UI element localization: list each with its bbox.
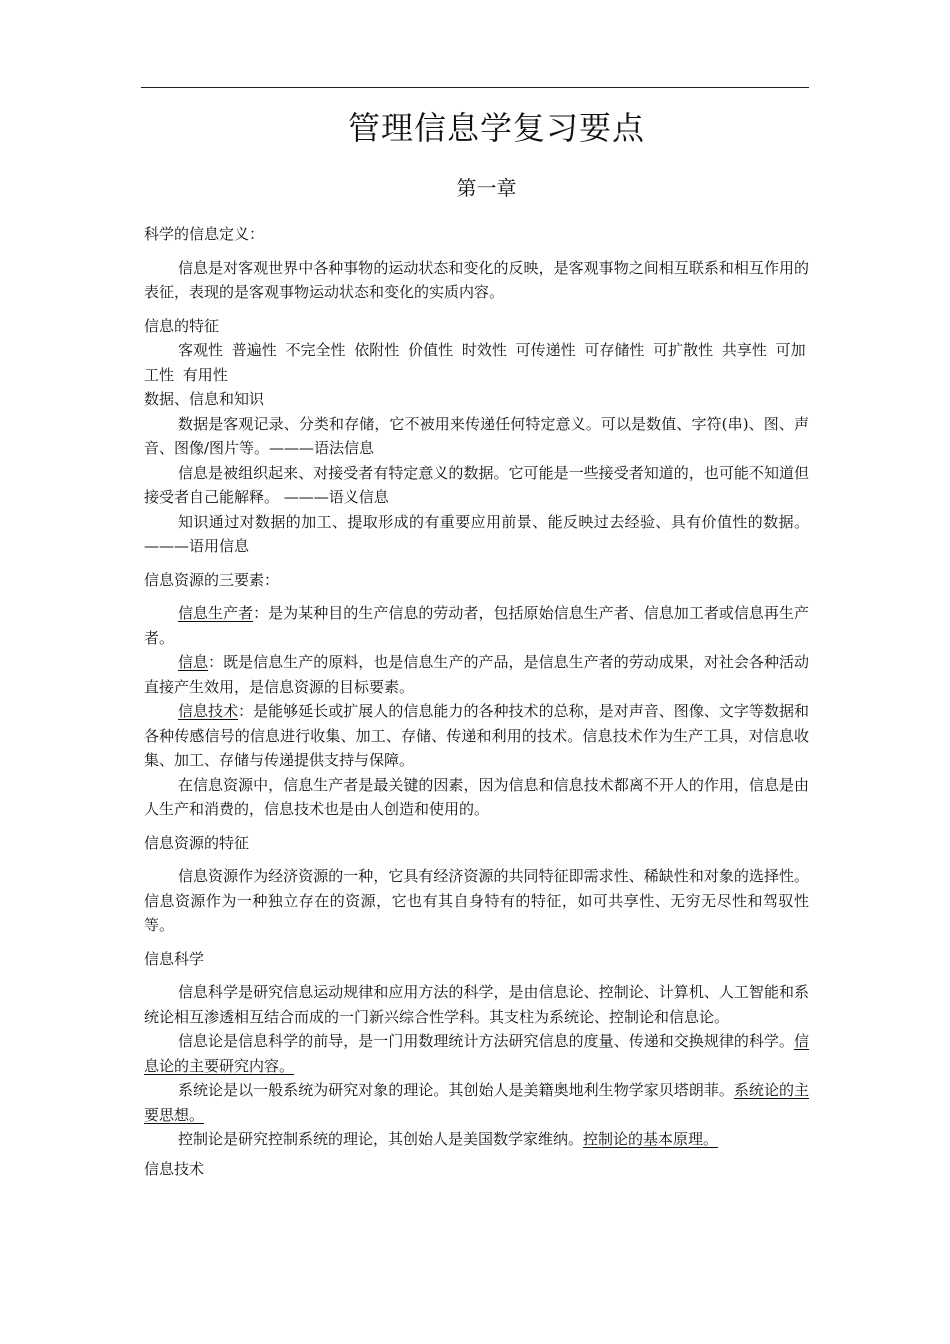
paragraph-text: 信息论是信息科学的前导，是一门用数理统计方法研究信息的度量、传递和交换规律的科学。 [178, 1032, 794, 1050]
section-heading-info-science: 信息科学 [144, 949, 205, 968]
section-heading-info-features: 信息的特征 [144, 316, 220, 335]
paragraph [144, 650, 809, 699]
paragraph: 信息是对客观世界中各种事物的运动状态和变化的反映，是客观事物之间相互联系和相互作用的表征，表现的是客观事物运动状态和变化的实质内容。 [144, 258, 809, 301]
section-heading-info-definition: 科学的信息定义： [144, 225, 265, 243]
underlined-topic-link: 信息论的主要研究内容。 [144, 1032, 809, 1075]
paragraph: 数据是客观记录、分类和存储，它不被用来传递任何特定意义。可以是数值、字符(串)、图、声音、图像/图片等。———语法信息 [144, 414, 809, 457]
paragraph [144, 1078, 809, 1127]
section-heading-resource-elements: 信息资源的三要素： [144, 570, 280, 589]
section-heading-info-technology: 信息技术 [144, 1159, 205, 1178]
paragraph [144, 601, 809, 650]
term-underlined: 信息生产者 [178, 604, 254, 622]
paragraph [144, 699, 809, 773]
feature-list: 客观性 普遍性 不完全性 依附性 价值性 时效性 可传递性 可存储性 可扩散性 共享性 可加工性 有用性 [144, 341, 806, 384]
document-body [144, 222, 809, 1181]
paragraph: 信息是被组织起来、对接受者有特定意义的数据。它可能是一些接受者知道的，也可能不知道但接受者自己能解释。 ———语义信息 [144, 463, 809, 506]
term-definition: ：既是信息生产的原料，也是信息生产的产品，是信息生产者的劳动成果，对社会各种活动直接产生效用，是信息资源的目标要素。 [144, 653, 809, 696]
term-definition: ：是为某种目的生产信息的劳动者，包括原始信息生产者、信息加工者或信息再生产者。 [144, 604, 809, 647]
paragraph: 信息科学是研究信息运动规律和应用方法的科学，是由信息论、控制论、计算机、人工智能和系统论相互渗透相互结合而成的一门新兴综合性学科。其支柱为系统论、控制论和信息论。 [144, 983, 809, 1026]
paragraph: 在信息资源中，信息生产者是最关键的因素，因为信息和信息技术都离不开人的作用，信息是由人生产和消费的，信息技术也是由人创造和使用的。 [144, 775, 809, 818]
section-heading-data-info-knowledge: 数据、信息和知识 [144, 390, 265, 408]
paragraph-text: 系统论是以一般系统为研究对象的理论。其创始人是美籍奥地利生物学家贝塔朗菲。 [178, 1081, 734, 1099]
paragraph-text: 控制论是研究控制系统的理论，其创始人是美国数学家维纳。 [178, 1130, 584, 1148]
term-underlined: 信息技术 [178, 702, 239, 720]
paragraph: 知识通过对数据的加工、提取形成的有重要应用前景、能反映过去经验、具有价值性的数据。 ———语用信息 [144, 512, 809, 555]
header-rule [141, 87, 809, 88]
paragraph: 信息资源作为经济资源的一种，它具有经济资源的共同特征即需求性、稀缺性和对象的选择性。信息资源作为一种独立存在的资源，它也有其自身特有的特征，如可共享性、无穷无尽性和驾驭性等。 [144, 867, 809, 934]
document-title: 管理信息学复习要点 [347, 109, 645, 147]
section-heading-resource-features: 信息资源的特征 [144, 833, 250, 852]
paragraph [144, 1029, 809, 1078]
underlined-topic-link: 系统论的主要思想。 [144, 1081, 809, 1124]
term-definition: ：是能够延长或扩展人的信息能力的各种技术的总称，是对声音、图像、文字等数据和各种传感信号的信息进行收集、加工、存储、传递和利用的技术。信息技术作为生产工具，对信息收集、加工、存储与传递提供支持与保障。 [144, 702, 809, 769]
paragraph [144, 1127, 809, 1152]
chapter-heading: 第一章 [456, 176, 517, 200]
underlined-topic-link: 控制论的基本原理。 [583, 1130, 719, 1148]
term-underlined: 信息 [178, 653, 209, 671]
